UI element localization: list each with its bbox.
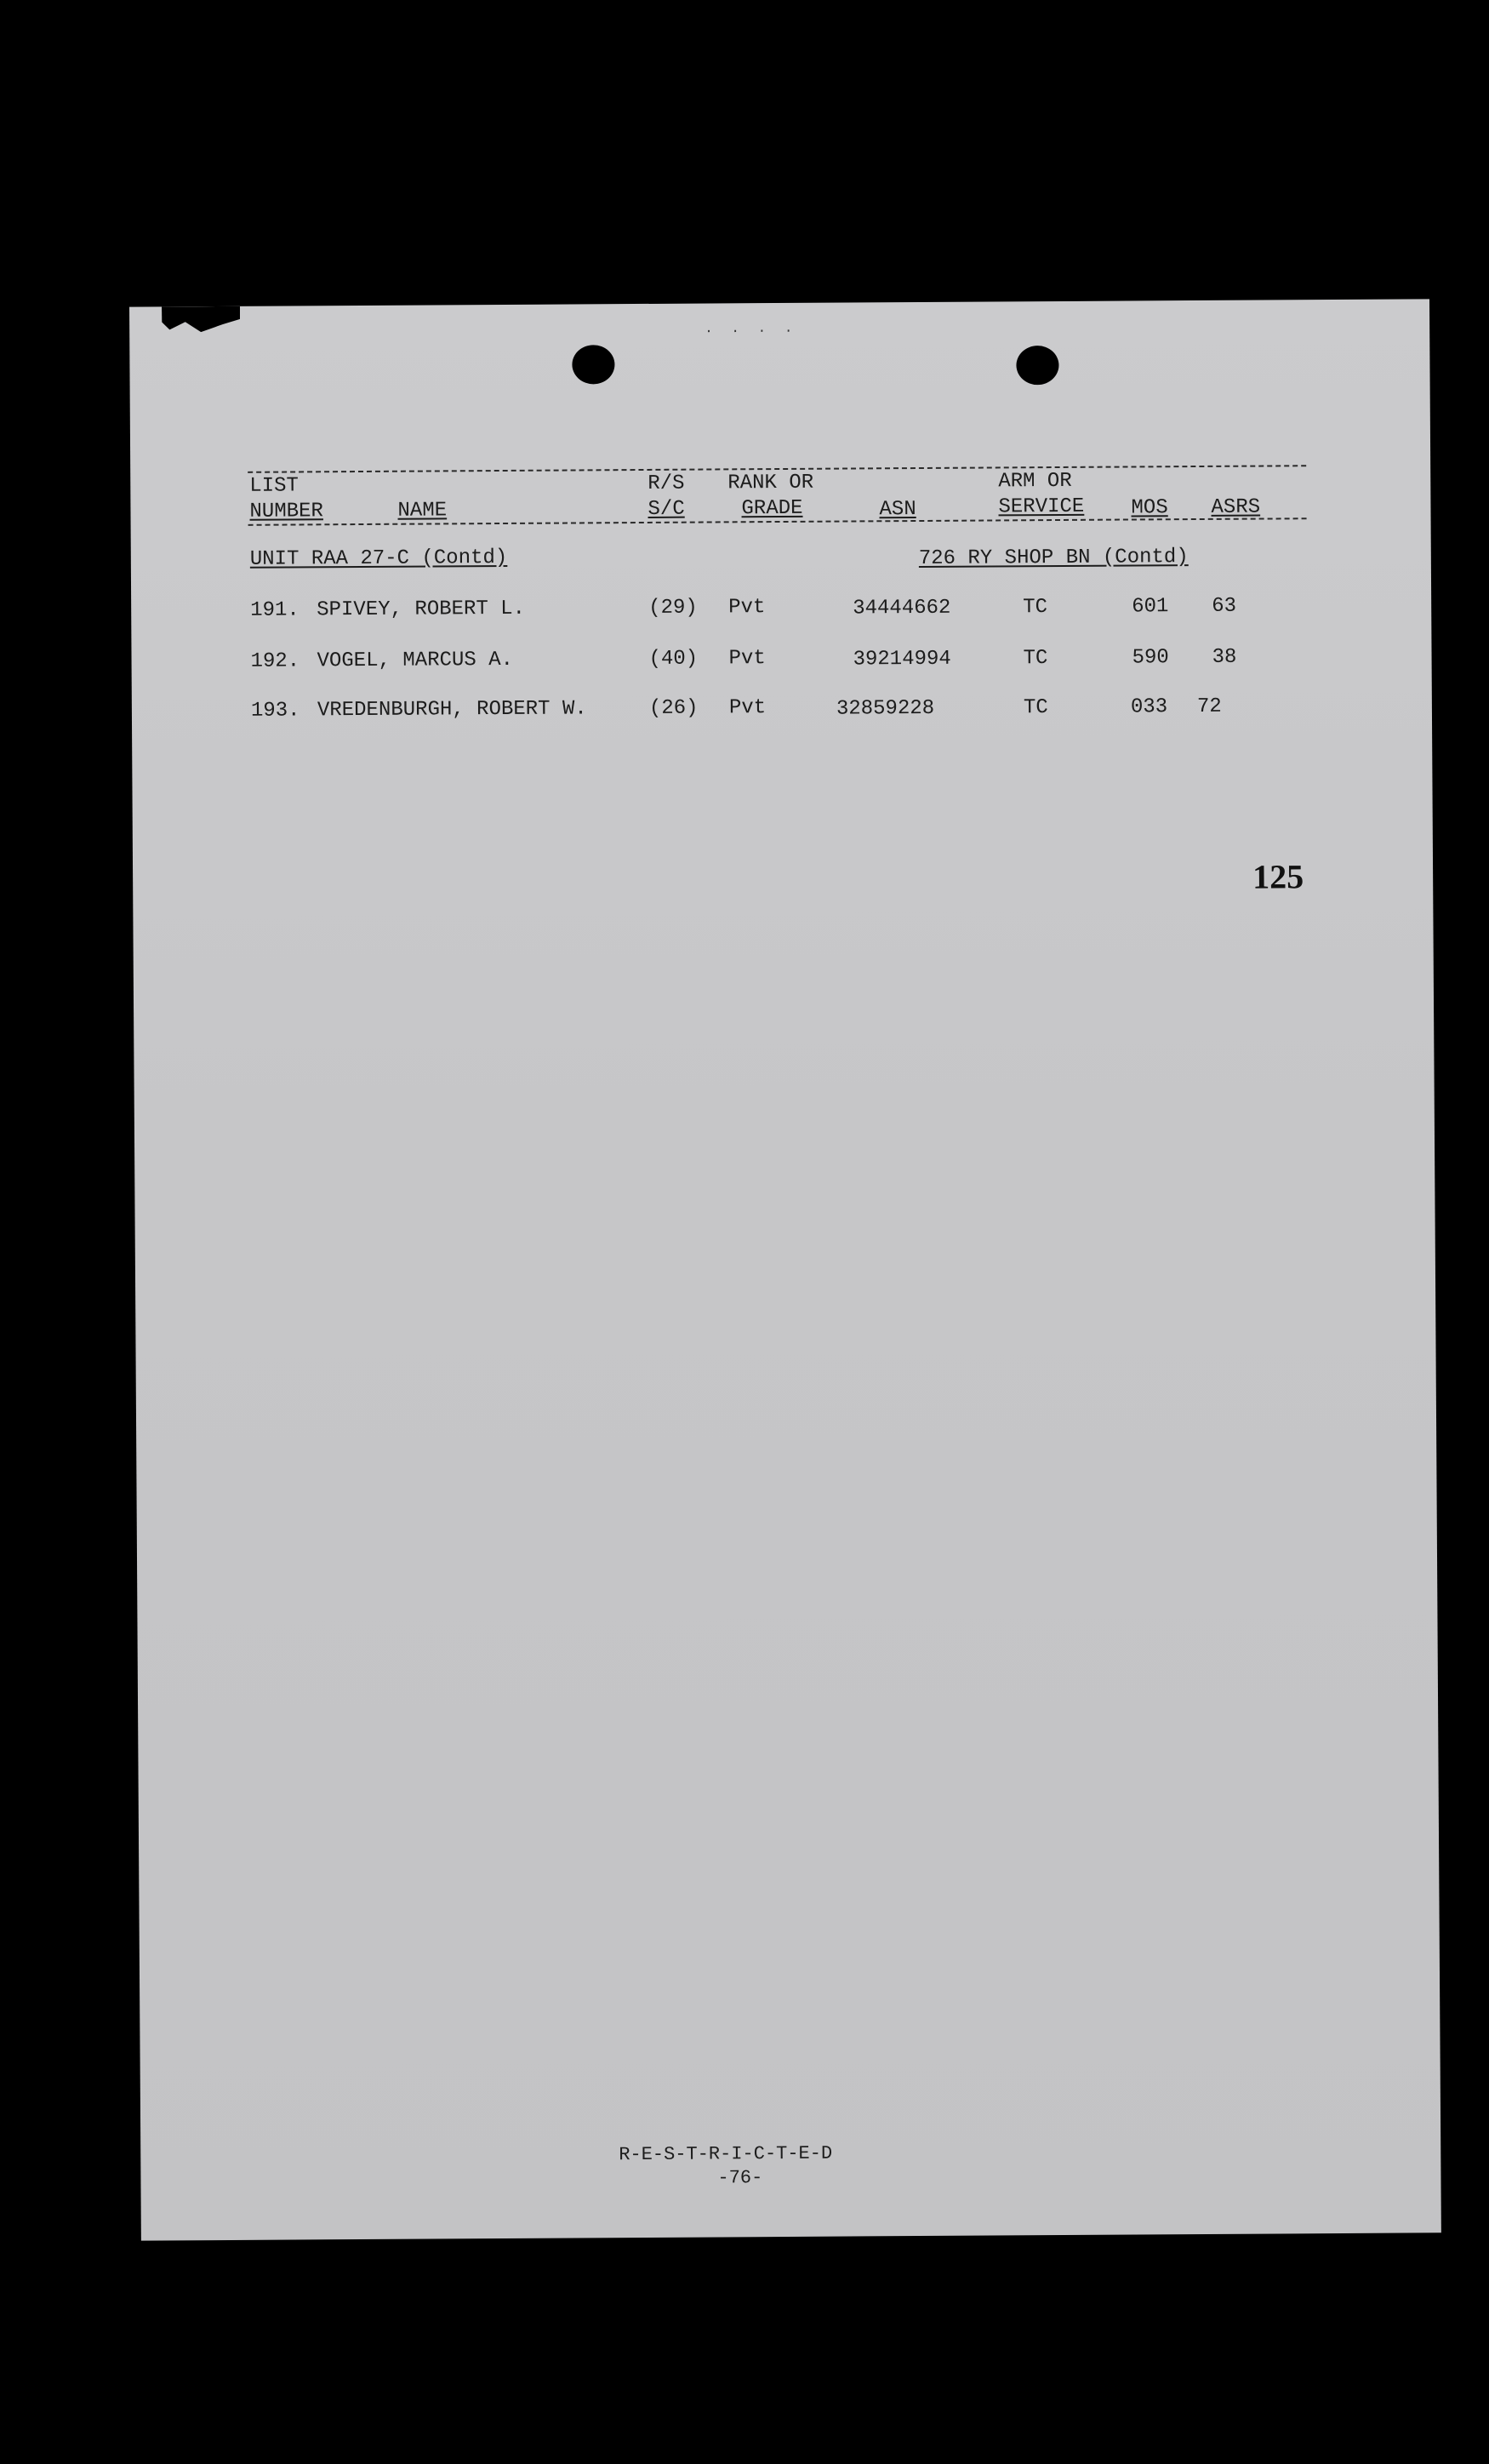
- row-asn: 34444662: [853, 596, 951, 620]
- row-number: 193.: [250, 699, 300, 723]
- header-asn: ASN: [879, 498, 916, 522]
- header-service: SERVICE: [998, 495, 1085, 519]
- row-rank: Pvt: [728, 647, 766, 671]
- row-rs: (40): [648, 647, 699, 671]
- header-number: NUMBER: [249, 500, 323, 523]
- header-name: NAME: [397, 499, 448, 523]
- header-mos: MOS: [1131, 496, 1168, 520]
- unit-right: 726 RY SHOP BN (Contd): [918, 546, 1189, 571]
- header-list: LIST: [249, 474, 299, 498]
- header-rs: R/S: [648, 472, 685, 495]
- row-number: 192.: [250, 649, 300, 673]
- restricted-footer: R-E-S-T-R-I-C-T-E-D: [619, 2142, 833, 2166]
- row-mos: 601: [1132, 595, 1169, 619]
- punch-hole-left: [572, 345, 614, 384]
- row-rank: Pvt: [728, 696, 767, 720]
- punch-hole-right: [1016, 346, 1058, 385]
- row-rs: (29): [648, 596, 698, 620]
- row-asrs: 63: [1212, 594, 1237, 618]
- row-name: VOGEL, MARCUS A.: [317, 648, 514, 673]
- row-rank: Pvt: [728, 596, 766, 620]
- row-arm: TC: [1023, 696, 1048, 720]
- document-page: [129, 299, 1441, 2240]
- row-rs: (26): [648, 696, 699, 720]
- row-name: VREDENBURGH, ROBERT W.: [317, 697, 587, 723]
- row-number: 191.: [250, 598, 300, 622]
- row-name: SPIVEY, ROBERT L.: [317, 597, 526, 622]
- row-mos: 033: [1130, 695, 1168, 719]
- row-arm: TC: [1023, 596, 1048, 620]
- header-grade: GRADE: [741, 496, 803, 521]
- unit-left: UNIT RAA 27-C (Contd): [249, 546, 508, 571]
- header-asrs: ASRS: [1211, 495, 1261, 519]
- header-rank: RANK OR: [727, 471, 814, 495]
- torn-corner: [162, 306, 240, 333]
- row-asn: 32859228: [836, 696, 935, 721]
- paper-specks: · · · ·: [705, 323, 798, 340]
- stamp-number: 125: [1252, 857, 1304, 896]
- row-asrs: 38: [1212, 645, 1237, 669]
- row-mos: 590: [1132, 646, 1169, 670]
- header-sc: S/C: [648, 497, 685, 521]
- row-asrs: 72: [1196, 695, 1222, 719]
- header-arm: ARM OR: [998, 469, 1072, 494]
- row-asn: 39214994: [853, 647, 951, 672]
- row-arm: TC: [1023, 647, 1048, 671]
- page-number: -76-: [717, 2167, 763, 2189]
